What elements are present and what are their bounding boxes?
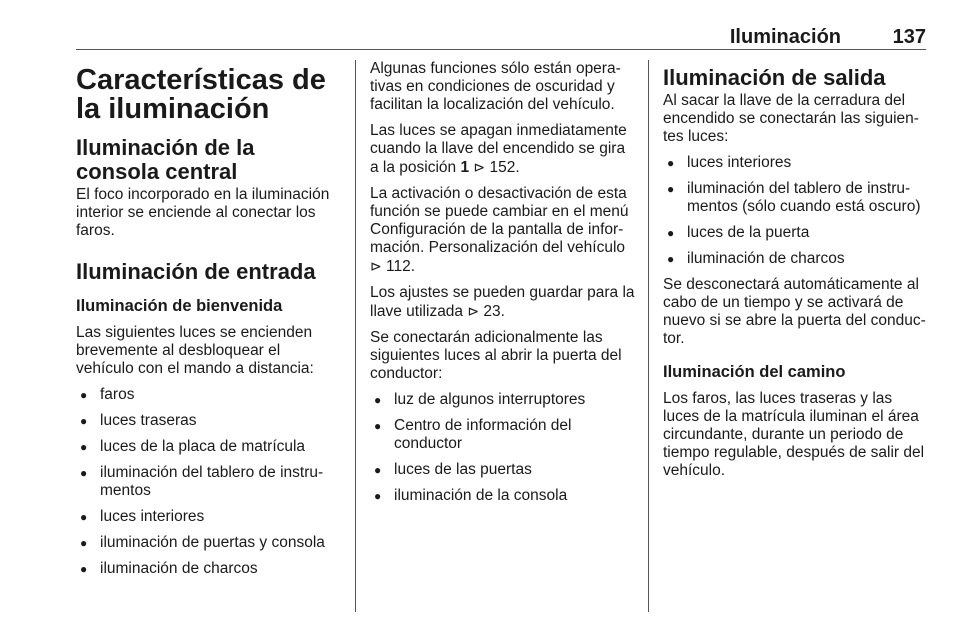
list-item: ● iluminación de la consola	[370, 487, 636, 505]
list-item: ● iluminación de charcos	[76, 560, 342, 578]
page-reference[interactable]: 112.	[381, 258, 416, 275]
heading-entrada: Iluminación de entrada	[76, 259, 316, 284]
list-item: ● iluminación de charcos	[663, 250, 929, 268]
paragraph-bienvenida: Las siguientes luces se encienden brevemente al desbloquear el vehículo con el mando a distancia:	[76, 324, 314, 377]
list-item: ● iluminación de puertas y consola	[76, 534, 342, 552]
list-bienvenida	[76, 386, 342, 578]
list-adicionales	[370, 391, 636, 505]
paragraph-adicionales: Se conectarán adicionalmente las siguientes luces al abrir la puerta del conductor:	[370, 329, 622, 382]
header-divider	[76, 49, 926, 50]
heading-consola-central: Iluminación de la consola central	[76, 135, 255, 184]
page-ref-arrow-icon: ⊳	[370, 258, 382, 274]
paragraph-ajustes	[370, 284, 636, 321]
paragraph-activacion	[370, 185, 636, 276]
list-item: ● luces de las puertas	[370, 461, 636, 479]
list-item: ● Centro de información del conductor	[370, 417, 636, 453]
list-item: ● luces de la placa de matrícula	[76, 438, 342, 456]
page-number: 137	[892, 26, 926, 48]
page-ref-arrow-icon: ⊳	[473, 159, 486, 175]
column-divider-2	[648, 60, 649, 612]
column-2	[370, 60, 636, 513]
list-item: ● faros	[76, 386, 342, 404]
paragraph-salida: Al sacar la llave de la cerradura del encendido se conectarán las siguientes luces:	[663, 92, 919, 145]
paragraph-apagado	[370, 122, 636, 177]
list-salida	[663, 154, 929, 268]
position-number: 1	[460, 159, 470, 176]
text-span: Las luces se apagan inmediatamente cuando la llave del encendido se gira a la posición	[370, 122, 627, 176]
list-item: ● iluminación del tablero de instrumentos (sólo cuando está oscuro)	[663, 180, 929, 216]
page-title: Características de la iluminación	[76, 64, 326, 125]
page-reference[interactable]: 152.	[485, 159, 520, 176]
column-3	[663, 60, 929, 488]
subheading-camino: Iluminación del camino	[663, 363, 846, 381]
page-ref-arrow-icon: ⊳	[467, 303, 480, 319]
subheading-bienvenida: Iluminación de bienvenida	[76, 297, 283, 315]
list-item: ● luces interiores	[663, 154, 929, 172]
paragraph-desconexion: Se desconectará automáticamente al cabo de un tiempo y se activará de nuevo si se abre la puerta del conductor.	[663, 276, 926, 347]
section-title: Iluminación	[729, 26, 841, 48]
list-item: ● luz de algunos interruptores	[370, 391, 636, 409]
heading-salida: Iluminación de salida	[663, 65, 886, 90]
column-divider-1	[355, 60, 356, 612]
list-item: ● luces interiores	[76, 508, 342, 526]
page-reference[interactable]: 23.	[479, 303, 505, 320]
paragraph-oscuridad: Algunas funciones sólo están operativas en condiciones de oscuridad y facilitan la localización del vehículo.	[370, 60, 621, 113]
list-item: ● luces traseras	[76, 412, 342, 430]
page-header	[76, 22, 926, 52]
list-item: ● luces de la puerta	[663, 224, 929, 242]
text-span: Los ajustes se pueden guardar para la llave utilizada	[370, 284, 635, 320]
text-span: La activación o desactivación de esta función se puede cambiar en el menú Configuración de la pantalla de información. Personalización del vehículo	[370, 185, 629, 256]
paragraph-consola: El foco incorporado en la iluminación interior se enciende al conectar los faros.	[76, 186, 330, 239]
paragraph-camino: Los faros, las luces traseras y las luces de la matrícula iluminan el área circundante, durante un periodo de tiempo regulable, después de salir del vehículo.	[663, 390, 925, 479]
column-1	[76, 60, 342, 586]
list-item: ● iluminación del tablero de instrumentos	[76, 464, 342, 500]
